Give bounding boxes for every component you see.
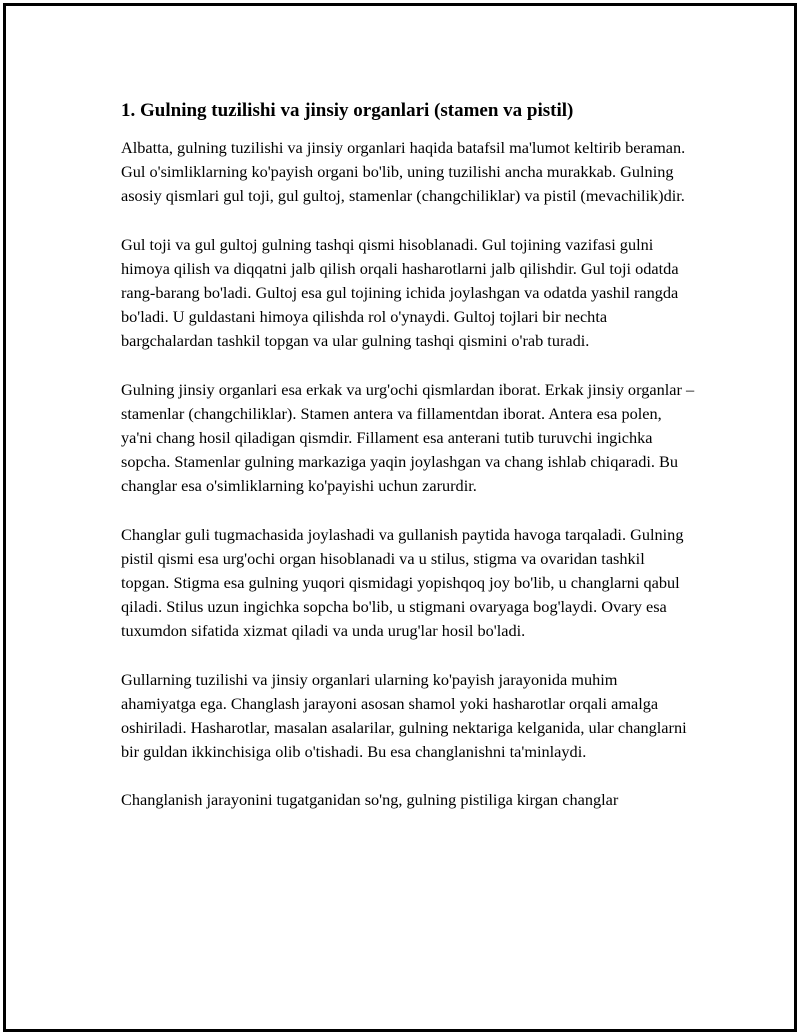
paragraph-2: Gul toji va gul gultoj gulning tashqi qismi hisoblanadi. Gul tojining vazifasi gulni himoya qilish va diqqatni jalb qilish orqali hasharotlarni jalb qilishdir. Gul toji odatda rang-barang bo'ladi. Gultoj esa gul tojining ichida joylashgan va odatda yashil rangda bo'ladi. U guldastani himoya qilishda rol o'ynaydi. Gultoj tojlari bir nechta bargchalardan tashkil topgan va ular gulning tashqi qismini o'rab turadi.	[121, 234, 679, 351]
paragraph-6: Changlanish jarayonini tugatganidan so'ng, gulning pistiliga kirgan changlar	[121, 790, 619, 810]
section-heading: 1. Gulning tuzilishi va jinsiy organlari (stamen va pistil)	[121, 100, 574, 121]
paragraph-1: Albatta, gulning tuzilishi va jinsiy organlari haqida batafsil ma'lumot keltirib beraman. Gul o'simliklarning ko'payish organi bo'lib, uning tuzilishi ancha murakkab. Gulning asosiy qismlari gul toji, gul gultoj, stamenlar (changchiliklar) va pistil (mevachilik)dir.	[121, 138, 686, 206]
document-body	[121, 98, 696, 837]
paragraph-5: Gullarning tuzilishi va jinsiy organlari ularning ko'payish jarayonida muhim ahamiyatga ega. Changlash jarayoni asosan shamol yoki hasharotlar orqali amalga oshiriladi. Hasharotlar, masalan asalarilar, gulning nektariga kelganida, ular changlarni bir guldan ikkinchisiga olib o'tishadi. Bu esa changlanishni ta'minlaydi.	[121, 669, 687, 762]
paragraph-4: Changlar guli tugmachasida joylashadi va gullanish paytida havoga tarqaladi. Gulning pistil qismi esa urg'ochi organ hisoblanadi va u stilus, stigma va ovaridan tashkil topgan. Stigma esa gulning yuqori qismidagi yopishqoq joy bo'lib, u changlarni qabul qiladi. Stilus uzun ingichka sopcha bo'lib, u stigmani ovaryaga bog'laydi. Ovary esa tuxumdon sifatida xizmat qiladi va unda urug'lar hosil bo'ladi.	[121, 524, 684, 641]
paragraph-3: Gulning jinsiy organlari esa erkak va urg'ochi qismlardan iborat. Erkak jinsiy organlar – stamenlar (changchiliklar). Stamen antera va fillamentdan iborat. Antera esa polen, ya'ni chang hosil qiladigan qismdir. Fillament esa anterani tutib turuvchi ingichka sopcha. Stamenlar gulning markaziga yaqin joylashgan va chang ishlab chiqaradi. Bu changlar esa o'simliklarning ko'payishi uchun zarurdir.	[121, 379, 695, 496]
page-frame	[3, 3, 797, 1032]
